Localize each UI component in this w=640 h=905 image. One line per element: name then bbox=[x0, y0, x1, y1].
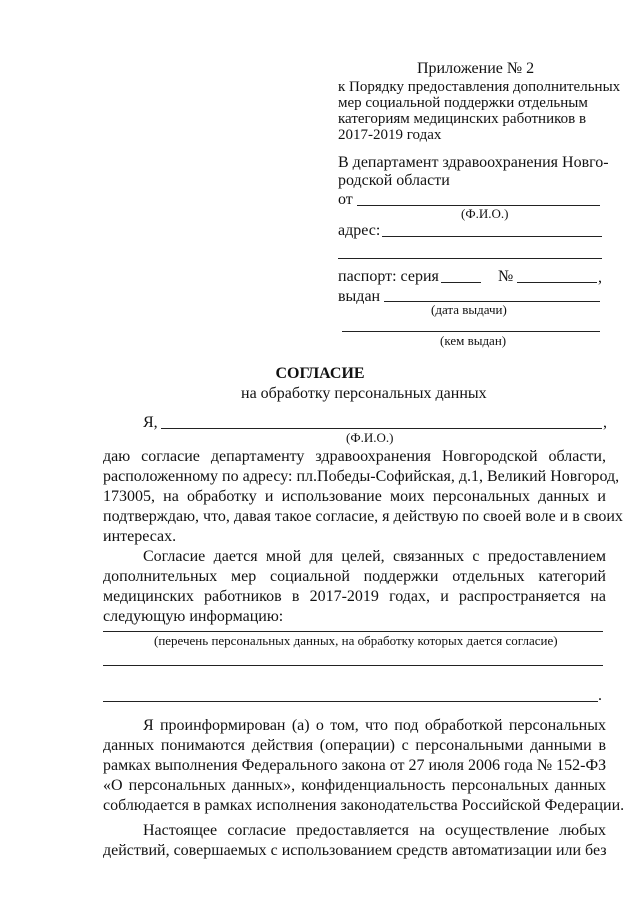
paragraph1-line: расположенному по адресу: пл.Победы-Софийская, д.1, Великий Новгород, bbox=[103, 468, 620, 485]
paragraph3-line: «О персональных данных», конфиденциальность персональных данных bbox=[103, 777, 606, 794]
passport-comma: , bbox=[598, 269, 602, 286]
address-field-line2[interactable] bbox=[338, 258, 602, 259]
fio-caption: (Ф.И.О.) bbox=[461, 206, 509, 221]
consent-fio-field[interactable] bbox=[161, 428, 602, 429]
paragraph2-line: Согласие дается мной для целей, связанных с предоставлением bbox=[143, 548, 606, 565]
passport-series-field[interactable] bbox=[441, 282, 481, 283]
paragraph3-line: Я проинформирован (а) о том, что под обработкой персональных bbox=[143, 717, 606, 734]
issued-by-field[interactable] bbox=[342, 331, 600, 332]
address-label: адрес: bbox=[338, 222, 381, 239]
addressee-line: В департамент здравоохранения Новго- bbox=[338, 154, 609, 171]
data-list-field-3[interactable] bbox=[103, 701, 598, 702]
data-list-field-1[interactable] bbox=[103, 631, 603, 632]
passport-number-sign: № bbox=[498, 268, 514, 285]
address-field[interactable] bbox=[382, 236, 602, 237]
consent-fio-caption: (Ф.И.О.) bbox=[346, 430, 394, 445]
appendix-line: мер социальной поддержки отдельным bbox=[338, 95, 588, 111]
consent-comma: , bbox=[603, 414, 607, 431]
paragraph3-line: данных понимаются действия (операции) с персональными данными в bbox=[103, 737, 606, 754]
paragraph2-line: медицинских работников в 2017-2019 годах, и распространяется на bbox=[103, 588, 606, 605]
consent-subtitle: на обработку персональных данных bbox=[241, 385, 487, 402]
data-list-period: . bbox=[598, 687, 602, 704]
paragraph1-line: интересах. bbox=[103, 528, 177, 545]
paragraph1-line: даю согласие департаменту здравоохранения Новгородской области, bbox=[103, 448, 606, 465]
issued-label: выдан bbox=[338, 288, 381, 305]
appendix-title: Приложение № 2 bbox=[417, 60, 535, 77]
consent-title: СОГЛАСИЕ bbox=[275, 365, 365, 382]
paragraph3-line: рамках выполнения Федерального закона от 27 июля 2006 года № 152-ФЗ bbox=[103, 757, 607, 774]
issue-date-caption: (дата выдачи) bbox=[431, 302, 507, 317]
appendix-line: категориям медицинских работников в bbox=[338, 111, 587, 127]
i-label: Я, bbox=[143, 414, 158, 431]
passport-number-field[interactable] bbox=[517, 282, 597, 283]
paragraph2-line: следующую информацию: bbox=[103, 608, 284, 625]
appendix-line: 2017-2019 годах bbox=[338, 127, 442, 143]
paragraph3-line: соблюдается в рамках исполнения законодательства Российской Федерации. bbox=[103, 797, 625, 814]
paragraph1-line: 173005, на обработку и использование моих персональных данных и bbox=[103, 488, 606, 505]
data-list-caption: (перечень персональных данных, на обработку которых дается согласие) bbox=[154, 633, 558, 648]
passport-series-label: паспорт: серия bbox=[338, 268, 439, 285]
paragraph2-line: дополнительных мер социальной поддержки отдельных категорий bbox=[103, 568, 606, 585]
issued-by-caption: (кем выдан) bbox=[440, 333, 507, 348]
paragraph1-line: подтверждаю, что, давая такое согласие, я действую по своей воле и в своих bbox=[103, 508, 623, 525]
paragraph4-line: действий, совершаемых с использованием средств автоматизации или без bbox=[103, 842, 607, 859]
addressee-line: родской области bbox=[338, 172, 450, 189]
data-list-field-2[interactable] bbox=[103, 665, 603, 666]
appendix-line: к Порядку предоставления дополнительных bbox=[338, 79, 621, 95]
paragraph4-line: Настоящее согласие предоставляется на осуществление любых bbox=[143, 822, 606, 839]
from-label: от bbox=[338, 191, 353, 208]
